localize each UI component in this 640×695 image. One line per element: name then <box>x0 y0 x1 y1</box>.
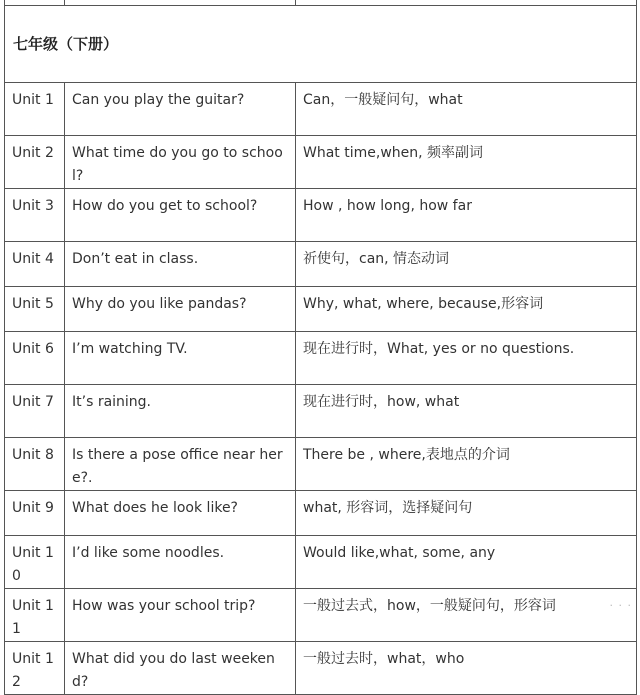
cell-title: I’m watching TV. <box>65 332 296 385</box>
table-row <box>5 136 637 189</box>
cell-unit: Unit 8 <box>5 438 65 491</box>
cell-title: Don’t eat in class. <box>65 242 296 287</box>
cell-title: It’s raining. <box>65 385 296 438</box>
cell-unit: Unit 4 <box>5 242 65 287</box>
cell-unit: Unit 10 <box>5 536 65 589</box>
cell-title: What does he look like? <box>65 491 296 536</box>
table-row <box>5 589 637 642</box>
table-row <box>5 287 637 332</box>
table-row <box>5 83 637 136</box>
grammar-table <box>4 0 637 695</box>
cell-grammar: 现在进行时，What, yes or no questions. <box>296 332 637 385</box>
cell-grammar: How , how long, how far <box>296 189 637 242</box>
table-row <box>5 189 637 242</box>
cell-title: I’d like some noodles. <box>65 536 296 589</box>
cell-unit: Unit 6 <box>5 332 65 385</box>
cell-title: Is there a pose office near here?. <box>65 438 296 491</box>
table-row <box>5 332 637 385</box>
cell-unit: Unit 7 <box>5 385 65 438</box>
watermark: · · · <box>609 599 632 612</box>
cell-title: Why do you like pandas? <box>65 287 296 332</box>
cell-unit: Unit 5 <box>5 287 65 332</box>
cell-grammar: Can，一般疑问句，what <box>296 83 637 136</box>
cell-grammar: Why, what, where, because,形容词 <box>296 287 637 332</box>
cell-grammar: There be , where,表地点的介词 <box>296 438 637 491</box>
table-row <box>5 491 637 536</box>
cell-grammar: Would like,what, some, any <box>296 536 637 589</box>
cell-unit: Unit 3 <box>5 189 65 242</box>
table-row <box>5 385 637 438</box>
cell-grammar: 祈使句，can, 情态动词 <box>296 242 637 287</box>
table-row <box>5 642 637 695</box>
table-row <box>5 536 637 589</box>
cell-unit: Unit 1 <box>5 83 65 136</box>
table-row <box>5 438 637 491</box>
cell-grammar: 一般过去式，how，一般疑问句，形容词 <box>296 589 637 642</box>
cell-grammar: What time,when, 频率副词 <box>296 136 637 189</box>
cell-title: What time do you go to school? <box>65 136 296 189</box>
cell-grammar: what, 形容词，选择疑问句 <box>296 491 637 536</box>
cell-title: How do you get to school? <box>65 189 296 242</box>
grade-heading-row <box>5 6 637 83</box>
cell-unit: Unit 12 <box>5 642 65 695</box>
cell-title: How was your school trip? <box>65 589 296 642</box>
grade-heading: 七年级（下册） <box>5 6 637 83</box>
cell-unit: Unit 11 <box>5 589 65 642</box>
table-row <box>5 242 637 287</box>
cell-title: Can you play the guitar? <box>65 83 296 136</box>
cell-unit: Unit 9 <box>5 491 65 536</box>
cell-grammar: 现在进行时，how, what <box>296 385 637 438</box>
cell-unit: Unit 2 <box>5 136 65 189</box>
cell-title: What did you do last weekend? <box>65 642 296 695</box>
cell-grammar: 一般过去时，what，who <box>296 642 637 695</box>
